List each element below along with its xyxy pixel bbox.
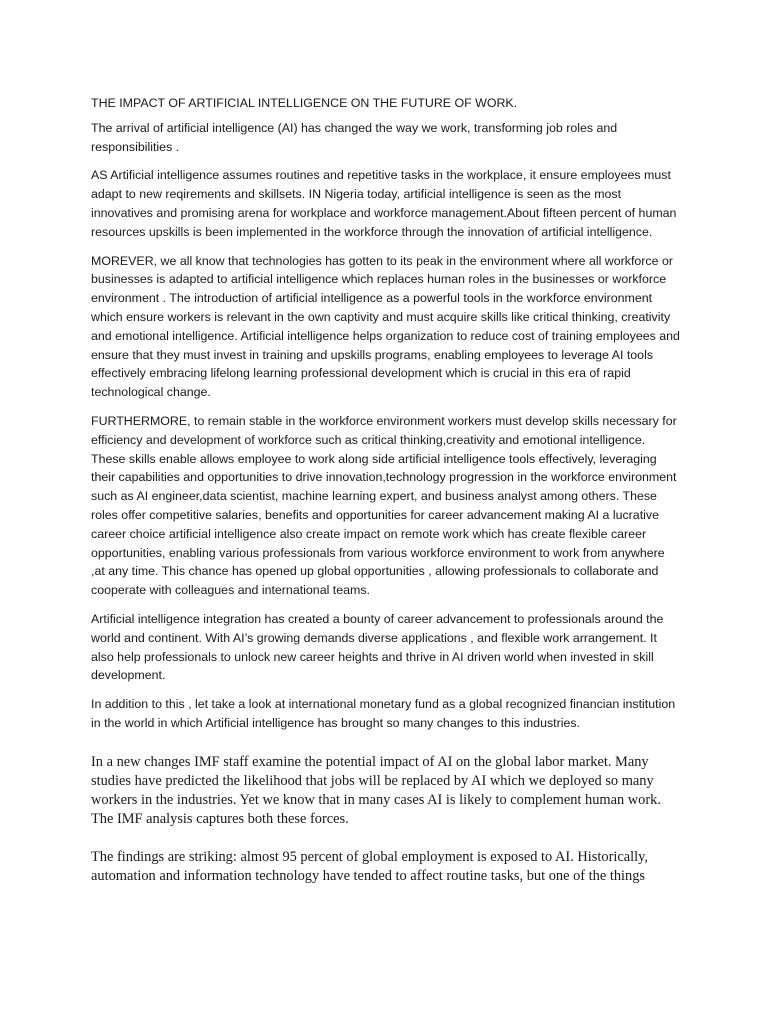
paragraph-integration: Artificial intelligence integration has created a bounty of career advancement to professionals around the world and continent. With AI’s growing demands diverse applications , and flexible work arrangement. It also help professionals to unlock new career heights and thrive in AI driven world when invested in skill development. — [91, 611, 664, 683]
paragraph-imf-intro: In addition to this , let take a look at international monetary fund as a global recognized financian institution in the world in which Artificial intelligence has brought so many changes to this industries. — [91, 697, 676, 730]
paragraph-moreover: MOREVER, we all know that technologies has gotten to its peak in the environment where all workforce or businesses is adapted to artificial intelligence which replaces human roles in the businesses or workforce environment . The introduction of artificial intelligence as a powerful tools in the workforce environment which ensure workers is relevant in the own captivity and must acquire skills like critical thinking, creativity and emotional intelligence. Artificial intelligence helps organization to reduce cost of training employees and ensure that they must invest in training and upskills programs, enabling employees to leverage AI tools effectively embracing lifelong learning professional development which is crucial in this era of rapid technological change. — [91, 253, 680, 400]
paragraph-intro: The arrival of artificial intelligence (AI) has changed the way we work, transforming job roles and responsibilities . — [91, 120, 618, 154]
paragraph-imf-analysis: In a new changes IMF staff examine the potential impact of AI on the global labor market. Many studies have predicted the likelihood that jobs will be replaced by AI which we deployed so many workers in the industries. Yet we know that in many cases AI is likely to complement human work. The IMF analysis captures both these forces. — [91, 753, 661, 828]
paragraph-furthermore: FURTHERMORE, to remain stable in the workforce environment workers must develop skills necessary for efficiency and development of workforce such as critical thinking,creativity and emotional intelligence. These skills enable allows employee to work along side artificial intelligence tools effectively, leveraging their capabilities and opportunities to drive innovation,technology progression in the workforce environment such as AI engineer,data scientist, machine learning expert, and business analyst among others. These roles offer competitive salaries, benefits and opportunities for career advancement making AI a lucrative career choice artificial intelligence also create impact on remote work which has create flexible career opportunities, enabling various professionals from various workforce environment to work from anywhere ,at any time. This chance has opened up global opportunities , allowing professionals to collaborate and cooperate with colleagues and international teams. — [91, 413, 677, 598]
document-title: THE IMPACT OF ARTIFICIAL INTELLIGENCE ON THE FUTURE OF WORK. — [91, 96, 518, 110]
paragraph-findings: The findings are striking: almost 95 percent of global employment is exposed to AI. Historically, automation and information technology have tended to affect routine tasks, but one of the things — [91, 848, 648, 884]
paragraph-routines: AS Artificial intelligence assumes routines and repetitive tasks in the workplace, it ensure employees must adapt to new reqirements and skillsets. IN Nigeria today, artificial intelligence is seen as the most innovatives and promising arena for workplace and workforce management.About fifteen percent of human resources upskills is been implemented in the workforce through the innovation of artificial intelligence. — [91, 168, 677, 239]
document-body — [91, 94, 681, 904]
